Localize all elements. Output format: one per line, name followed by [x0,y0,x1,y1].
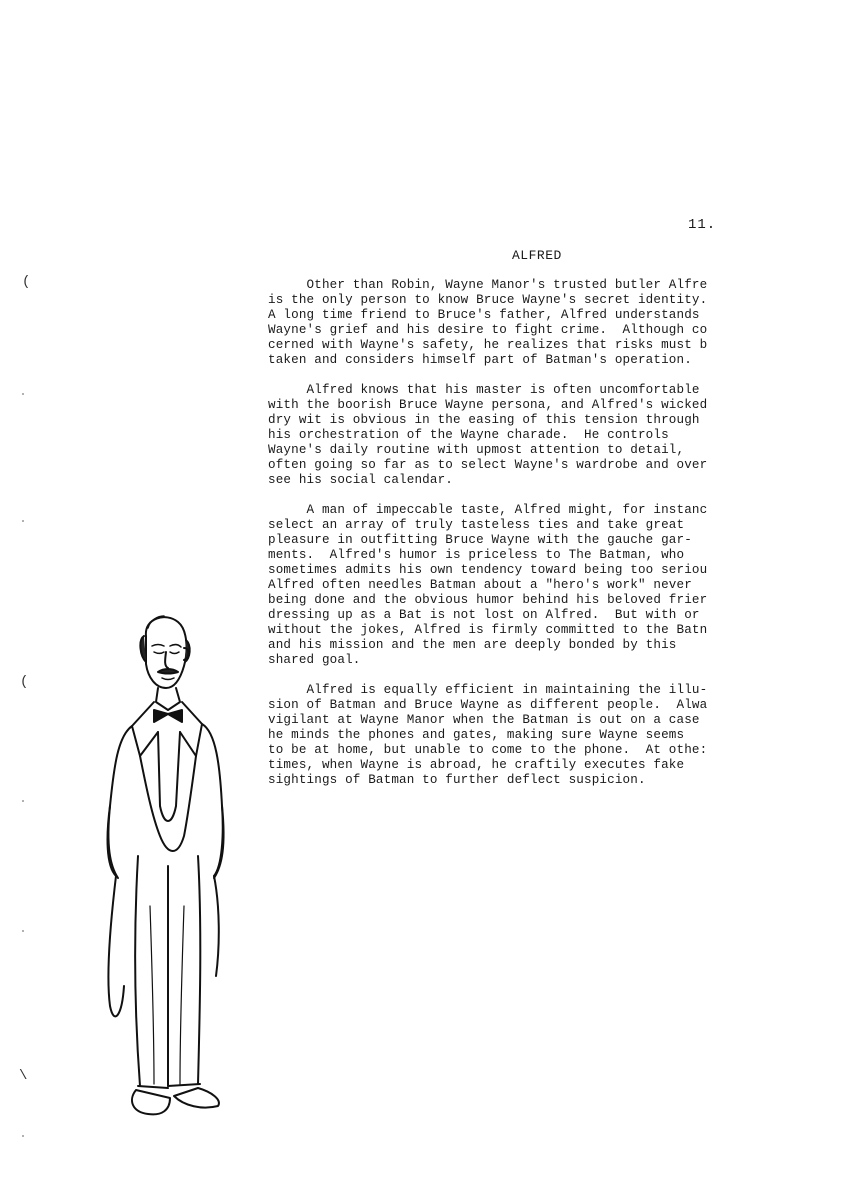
text-line: see his social calendar. [268,473,453,487]
paragraph-3 [268,503,853,668]
text-line: Alfred often needles Batman about a "hero's work" never [268,578,692,592]
text-line: Other than Robin, Wayne Manor's trusted butler Alfre [268,278,708,292]
scan-dot [22,393,24,395]
scan-dot [22,520,24,522]
text-line: he minds the phones and gates, making sure Wayne seems [268,728,685,742]
paragraph-4 [268,683,853,788]
page-title: ALFRED [512,248,562,263]
text-line: sometimes admits his own tendency toward being too seriou [268,563,708,577]
text-line: Alfred is equally efficient in maintaining the illu- [268,683,708,697]
paragraph-1 [268,278,853,368]
text-line: sion of Batman and Bruce Wayne as different people. Alwa [268,698,708,712]
text-line: select an array of truly tasteless ties and take great [268,518,685,532]
margin-mark: ( [20,674,29,690]
text-line: times, when Wayne is abroad, he craftily executes fake [268,758,685,772]
text-line: often going so far as to select Wayne's wardrobe and over [268,458,708,472]
text-line: Alfred knows that his master is often uncomfortable [268,383,700,397]
text-line: is the only person to know Bruce Wayne's secret identity. [268,293,708,307]
text-line: being done and the obvious humor behind his beloved frier [268,593,708,607]
text-line: A long time friend to Bruce's father, Alfred understands [268,308,700,322]
text-line: without the jokes, Alfred is firmly committed to the Batn [268,623,708,637]
text-line: Wayne's daily routine with upmost attention to detail, [268,443,685,457]
text-line: pleasure in outfitting Bruce Wayne with the gauche gar- [268,533,692,547]
text-line: cerned with Wayne's safety, he realizes that risks must b [268,338,708,352]
text-line: ments. Alfred's humor is priceless to The Batman, who [268,548,685,562]
margin-mark: \ [19,1068,28,1084]
text-line: to be at home, but unable to come to the phone. At othe: [268,743,708,757]
text-line: shared goal. [268,653,361,667]
page-number: 11. [688,217,717,233]
margin-mark: ( [22,274,31,290]
text-line: dressing up as a Bat is not lost on Alfred. But with or [268,608,700,622]
text-line: and his mission and the men are deeply bonded by this [268,638,677,652]
butler-figure-illustration [88,606,238,1131]
body-text [268,278,853,803]
scan-dot [22,930,24,932]
text-line: A man of impeccable taste, Alfred might, for instanc [268,503,708,517]
scan-dot [22,1135,24,1137]
text-line: sightings of Batman to further deflect suspicion. [268,773,646,787]
scan-dot [22,800,24,802]
text-line: taken and considers himself part of Batman's operation. [268,353,692,367]
text-line: with the boorish Bruce Wayne persona, and Alfred's wicked [268,398,708,412]
text-line: vigilant at Wayne Manor when the Batman is out on a case [268,713,700,727]
text-line: his orchestration of the Wayne charade. He controls [268,428,669,442]
text-line: Wayne's grief and his desire to fight crime. Although co [268,323,708,337]
text-line: dry wit is obvious in the easing of this tension through [268,413,700,427]
paragraph-2 [268,383,853,488]
